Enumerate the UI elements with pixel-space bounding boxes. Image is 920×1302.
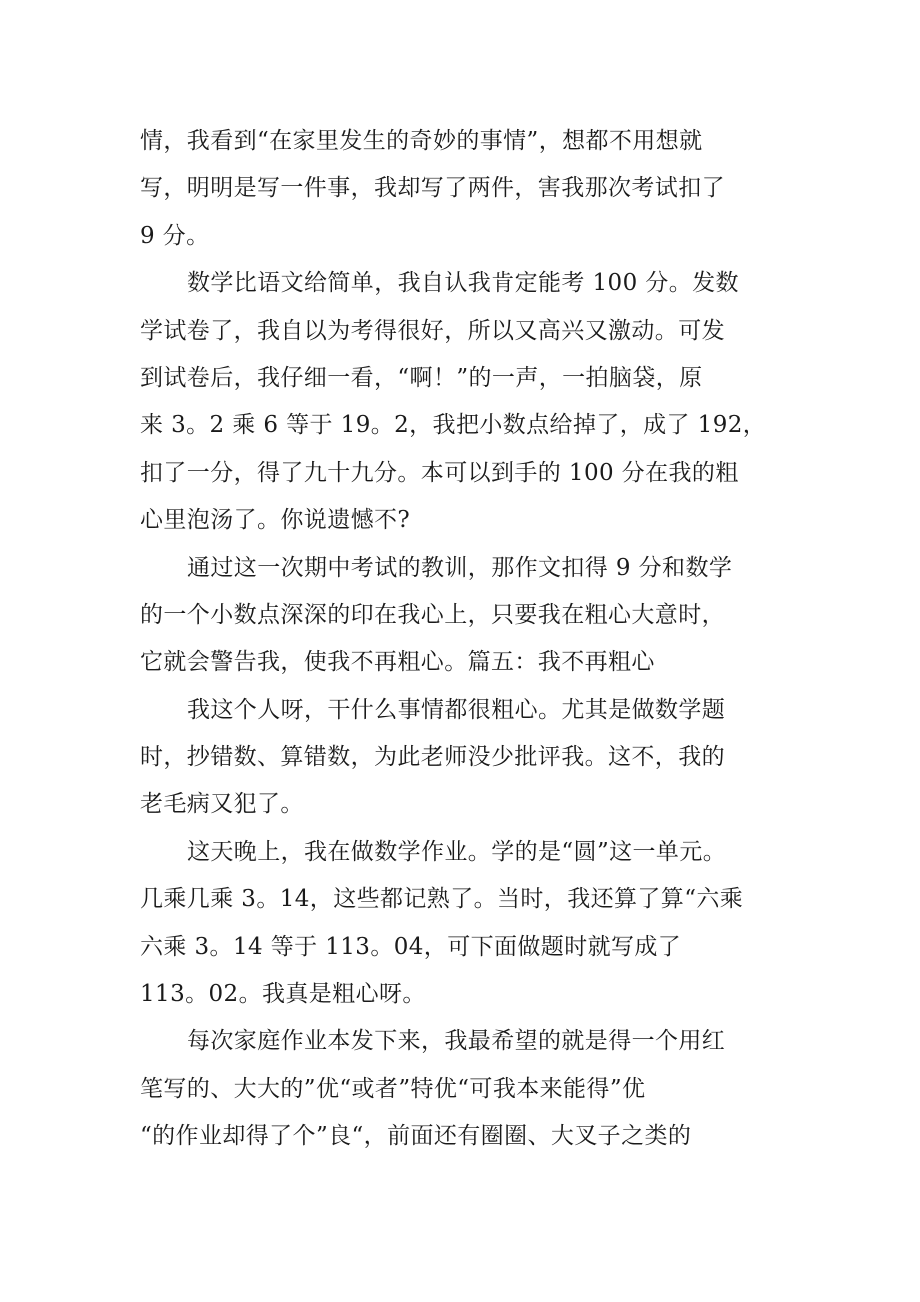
text-line: 老毛病又犯了。: [140, 791, 304, 818]
text-line: 笔写的、大大的”优“或者”特优“可我本来能得”优: [140, 1075, 646, 1102]
paragraph-start-line: 我这个人呀，干什么事情都很粗心。尤其是做数学题: [187, 696, 726, 723]
paragraph-start-line: 每次家庭作业本发下来，我最希望的就是得一个用红: [187, 1028, 726, 1055]
text-line: 到试卷后，我仔细一看，“啊！”的一声，一拍脑袋，原: [140, 364, 703, 391]
paragraph-start-line: 数学比语文给简单，我自认我肯定能考 100 分。发数: [187, 270, 739, 297]
text-line: 113。02。我真是粗心呀。: [140, 981, 426, 1008]
text-line: 的一个小数点深深的印在我心上，只要我在粗心大意时，: [140, 601, 725, 628]
text-line: 六乘 3。14 等于 113。04，可下面做题时就写成了: [140, 933, 682, 960]
text-line: 情，我看到“在家里发生的奇妙的事情”，想都不用想就: [140, 128, 703, 154]
text-line: 9 分。: [140, 222, 210, 249]
text-line: 心里泡汤了。你说遗憾不?: [140, 507, 411, 534]
paragraph-start-line: 这天晚上，我在做数学作业。学的是“圆”这一单元。: [187, 838, 727, 865]
text-line: 扣了一分，得了九十九分。本可以到手的 100 分在我的粗: [140, 459, 739, 486]
text-line: 它就会警告我，使我不再粗心。篇五：我不再粗心: [140, 649, 655, 676]
text-line: 写，明明是写一件事，我却写了两件，害我那次考试扣了: [140, 175, 725, 202]
paragraph-start-line: 通过这一次期中考试的教训，那作文扣得 9 分和数学: [187, 554, 733, 581]
text-line: 时，抄错数、算错数，为此老师没少批评我。这不，我的: [140, 744, 725, 771]
text-line: 几乘几乘 3。14，这些都记熟了。当时，我还算了算“六乘: [140, 886, 744, 913]
text-line: 学试卷了，我自以为考得很好，所以又高兴又激动。可发: [140, 317, 725, 344]
text-line: “的作业却得了个”良“，前面还有圈圈、大叉子之类的: [140, 1123, 692, 1150]
essay-body: [140, 118, 790, 1161]
text-line: 来 3。2 乘 6 等于 19。2，我把小数点给掉了，成了 192，: [140, 412, 767, 439]
